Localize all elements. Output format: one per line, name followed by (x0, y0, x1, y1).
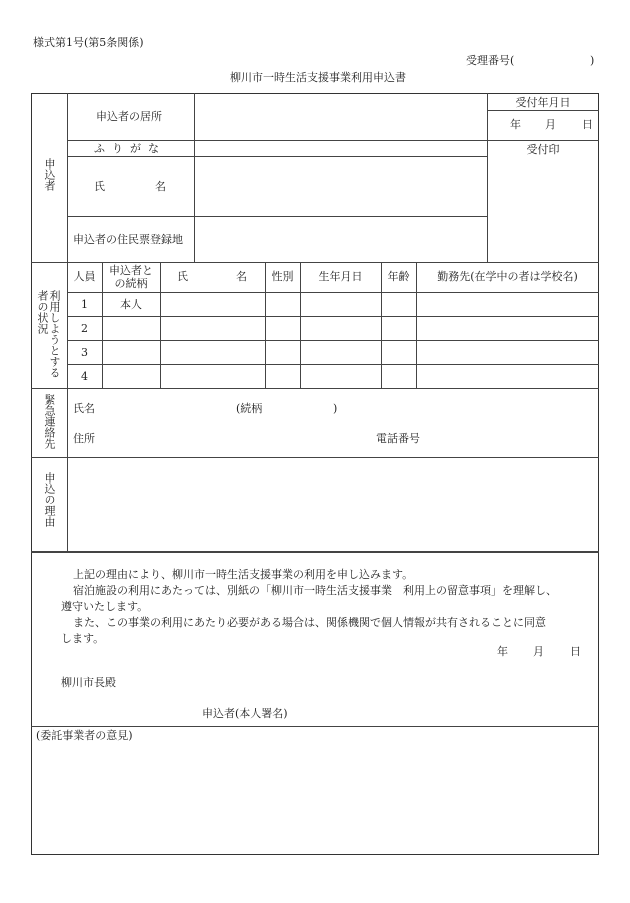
emergency-relation-label: (続柄 (236, 402, 263, 415)
users-section-label: 利用しようとする者の状況 (36, 290, 61, 378)
col-relation-header-1: 申込者と (109, 264, 153, 277)
reception-year: 年 (510, 118, 521, 131)
reason-field[interactable] (68, 458, 599, 551)
row-relation: 本人 (120, 298, 142, 311)
reception-date-label: 受付年月日 (515, 96, 571, 109)
rule (487, 110, 599, 111)
col-workplace-header: 勤務先(在学中の者は学校名) (437, 270, 578, 283)
applicant-section-label: 申込者 (43, 158, 56, 191)
contractor-opinion-label: (委託事業者の意見) (36, 729, 133, 742)
rule (31, 262, 599, 263)
rule (31, 726, 599, 727)
reason-section-label: 申込の理由 (43, 472, 56, 527)
residence-field[interactable] (195, 94, 487, 140)
row-number: 3 (81, 346, 88, 359)
row-number: 4 (81, 370, 88, 383)
reception-stamp-area[interactable] (487, 156, 599, 262)
form-title: 柳川市一時生活支援事業利用申込書 (230, 71, 406, 84)
furigana-label: ふりがな (94, 142, 166, 155)
emergency-relation-close: ) (333, 402, 338, 415)
declaration-line-2a: 宿泊施設の利用にあたっては、別紙の「柳川市一時生活支援事業 利用上の留意事項」を理解し、 (73, 584, 557, 597)
rule (67, 292, 599, 293)
name-label-2: 名 (155, 180, 166, 193)
reception-stamp-label: 受付印 (526, 143, 560, 156)
emergency-address-label: 住所 (73, 432, 95, 445)
col-relation-header-2: の続柄 (114, 277, 148, 290)
emergency-phone-label: 電話番号 (376, 432, 420, 445)
rule (487, 140, 599, 141)
declaration-line-3a: また、この事業の利用にあたり必要がある場合は、関係機関で個人情報が共有されることに同意 (73, 616, 546, 629)
col-age-header: 年齢 (387, 270, 410, 283)
registered-address-field[interactable] (195, 217, 487, 262)
residence-label: 申込者の居所 (96, 110, 162, 123)
declaration-year: 年 (497, 645, 508, 658)
col-count-header: 人員 (73, 270, 96, 283)
col-gender-header: 性別 (271, 270, 294, 283)
rule (67, 364, 599, 365)
rule (31, 551, 599, 553)
emergency-name-label: 氏名 (73, 402, 95, 415)
furigana-field[interactable] (195, 141, 487, 156)
registered-address-label: 申込者の住民票登録地 (73, 233, 183, 246)
contractor-opinion-field[interactable] (32, 744, 598, 854)
declaration-month: 月 (533, 645, 544, 658)
declaration-line-1: 上記の理由により、柳川市一時生活支援事業の利用を申し込みます。 (73, 568, 414, 581)
addressee: 柳川市長殿 (61, 676, 116, 689)
form-number: 様式第1号(第5条関係) (33, 36, 144, 49)
declaration-day: 日 (570, 645, 581, 658)
rule (67, 316, 599, 317)
signature-label: 申込者(本人署名) (202, 707, 288, 720)
rule (31, 388, 599, 389)
receipt-number-label: 受理番号( (466, 54, 515, 67)
applicant-name-field[interactable] (195, 157, 487, 216)
declaration-line-3b: します。 (61, 632, 105, 645)
receipt-number-close: ) (590, 54, 595, 67)
reception-month: 月 (545, 118, 556, 131)
rule (67, 340, 599, 341)
rule (160, 262, 161, 388)
col-name-header-1: 氏 (177, 270, 188, 283)
row-number: 2 (81, 322, 88, 335)
col-name-header-2: 名 (236, 270, 247, 283)
col-birthdate-header: 生年月日 (318, 270, 363, 283)
reception-day: 日 (582, 118, 593, 131)
emergency-section-label: 緊急連絡先 (43, 394, 56, 449)
row-number: 1 (81, 298, 88, 311)
name-label-1: 氏 (94, 180, 105, 193)
declaration-line-2b: 遵守いたします。 (61, 600, 149, 613)
